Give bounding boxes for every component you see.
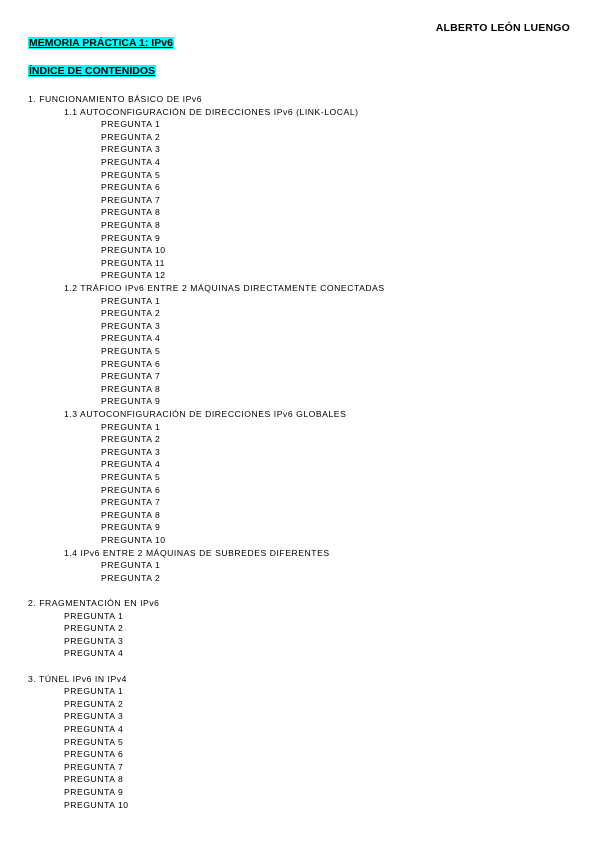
toc-entry: PREGUNTA 8 [64,774,124,785]
toc-entry: PREGUNTA 5 [64,736,124,747]
toc-entry: PREGUNTA 2 [101,308,161,319]
toc-entry: PREGUNTA 8 [101,207,161,218]
toc-entry: PREGUNTA 1 [64,610,124,621]
toc-entry: PREGUNTA 4 [101,459,161,470]
toc-entry: PREGUNTA 4 [101,333,161,344]
subsection-heading: 1.4 IPv6 ENTRE 2 MÁQUINAS DE SUBREDES DIFERENTES [64,547,330,558]
toc-entry: PREGUNTA 12 [101,270,166,281]
toc-entry: PREGUNTA 5 [101,346,161,356]
toc-entry: PREGUNTA 5 [101,169,161,180]
toc-entry: PREGUNTA 7 [64,761,124,772]
toc-entry: PREGUNTA 10 [101,535,166,545]
author-name: ALBERTO LEÓN LUENGO [435,22,570,34]
subsection-heading: 1.3 AUTOCONFIGURACIÓN DE DIRECCIONES IPv6 GLOBALES [64,409,347,419]
toc-entry: PREGUNTA 6 [101,484,161,495]
toc-entry: PREGUNTA 8 [101,220,161,230]
toc-entry: PREGUNTA 4 [101,157,161,167]
toc-entry: PREGUNTA 10 [101,245,166,256]
toc-entry: PREGUNTA 4 [64,724,124,734]
toc-entry: PREGUNTA 7 [101,194,161,205]
subsection-heading: 1.2 TRÁFICO IPv6 ENTRE 2 MÁQUINAS DIRECTAMENTE CONECTADAS [64,283,385,293]
toc-entry: PREGUNTA 5 [101,472,161,482]
toc-entry: PREGUNTA 2 [64,623,124,634]
toc-entry: PREGUNTA 10 [64,799,129,810]
toc-entry: PREGUNTA 3 [64,711,124,722]
toc-entry: PREGUNTA 3 [101,446,161,457]
toc-entry: PREGUNTA 2 [101,572,161,583]
toc-entry: PREGUNTA 1 [101,295,161,306]
toc-entry: PREGUNTA 9 [101,232,161,243]
toc-entry: PREGUNTA 9 [64,787,124,797]
toc-entry: PREGUNTA 2 [101,131,161,142]
toc-entry: PREGUNTA 11 [101,257,165,268]
toc-entry: PREGUNTA 9 [101,522,161,533]
toc-entry: PREGUNTA 1 [64,686,124,697]
toc-entry: PREGUNTA 3 [101,144,161,155]
toc-entry: PREGUNTA 8 [101,509,161,520]
toc-entry: PREGUNTA 1 [101,421,161,432]
toc-entry: PREGUNTA 1 [101,119,161,130]
toc-entry: PREGUNTA 1 [101,560,161,571]
subsection-heading: 1.1 AUTOCONFIGURACIÓN DE DIRECCIONES IPv6 (LINK-LOCAL) [64,106,359,117]
toc-entry: PREGUNTA 6 [101,182,161,193]
document-title: MEMORIA PRÁCTICA 1: IPv6 [29,37,173,49]
section-heading: 1. FUNCIONAMIENTO BÁSICO DE IPv6 [28,94,203,104]
toc-entry: PREGUNTA 9 [101,396,161,407]
toc-entry: PREGUNTA 6 [101,358,161,369]
toc-entry: PREGUNTA 7 [101,371,161,382]
toc-entry: PREGUNTA 3 [101,320,161,331]
toc-entry: PREGUNTA 2 [64,698,124,709]
toc-entry: PREGUNTA 7 [101,497,161,508]
section-heading: 3. TÚNEL IPv6 IN IPv4 [28,673,127,684]
index-heading: ÍNDICE DE CONTENIDOS [29,65,156,77]
section-heading: 2. FRAGMENTACIÓN EN IPv6 [28,598,160,608]
toc-entry: PREGUNTA 6 [64,749,124,760]
toc-entry: PREGUNTA 4 [64,648,124,659]
toc-entry: PREGUNTA 3 [64,635,124,646]
toc-entry: PREGUNTA 2 [101,434,161,445]
toc-entry: PREGUNTA 8 [101,383,161,394]
